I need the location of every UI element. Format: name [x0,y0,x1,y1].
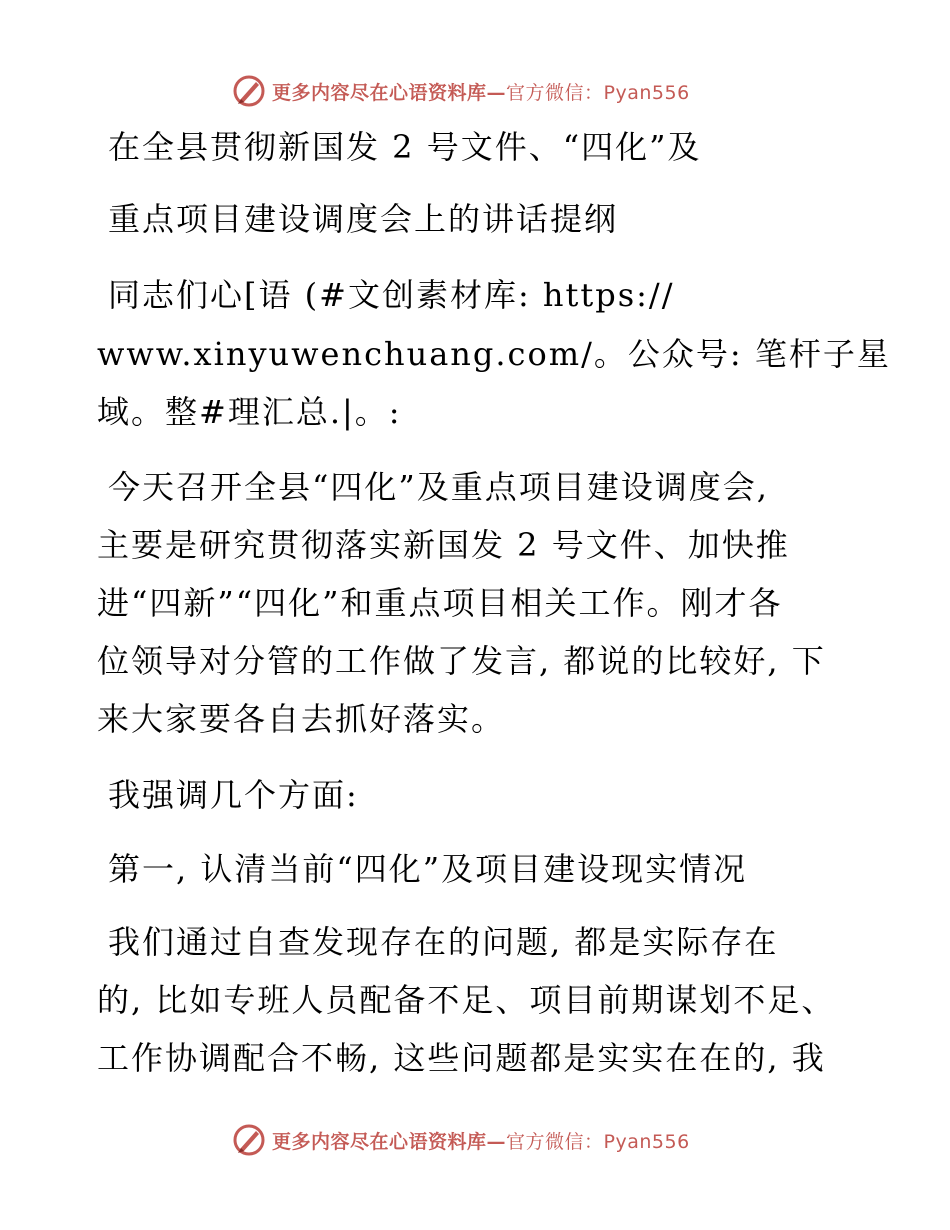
watermark-wechat: 官方微信：Pyan556 [506,1130,690,1153]
watermark-wechat: 官方微信：Pyan556 [506,81,690,104]
doc-title-line-1: 在全县贯彻新国发 2 号文件、“四化”及 [108,128,702,166]
section-1-line-3: 工作协调配合不畅, 这些问题都是实实在在的, 我 [97,1039,826,1077]
watermark-footer [232,1120,690,1160]
greeting-line-3: 域。整#理汇总.|。: [97,393,402,431]
intro-line-3: 进“四新”“四化”和重点项目相关工作。刚才各 [97,584,783,622]
section-1-line-1: 我们通过自查发现存在的问题, 都是实际存在 [108,923,779,961]
greeting-line-2: www.xinyuwenchuang.com/。公众号: 笔杆子星 [97,335,891,373]
watermark-header [232,71,690,111]
emphasis-line: 我强调几个方面: [108,776,359,814]
intro-line-2: 主要是研究贯彻落实新国发 2 号文件、加快推 [97,526,790,564]
intro-line-5: 来大家要各自去抓好落实。 [97,700,506,738]
doc-title-line-2: 重点项目建设调度会上的讲话提纲 [108,200,619,238]
intro-line-1: 今天召开全县“四化”及重点项目建设调度会, [108,468,769,506]
watermark-text: 更多内容尽在心语资料库— [272,81,507,104]
pen-seal-logo-icon [232,1123,266,1157]
intro-line-4: 位领导对分管的工作做了发言, 都说的比较好, 下 [97,642,826,680]
watermark-text: 更多内容尽在心语资料库— [272,1130,507,1153]
section-1-heading: 第一, 认清当前“四化”及项目建设现实情况 [108,850,748,888]
greeting-line-1: 同志们心[语 (#文创素材库: https:// [108,276,675,314]
pen-seal-logo-icon [232,74,266,108]
section-1-line-2: 的, 比如专班人员配备不足、项目前期谋划不足、 [97,981,836,1019]
